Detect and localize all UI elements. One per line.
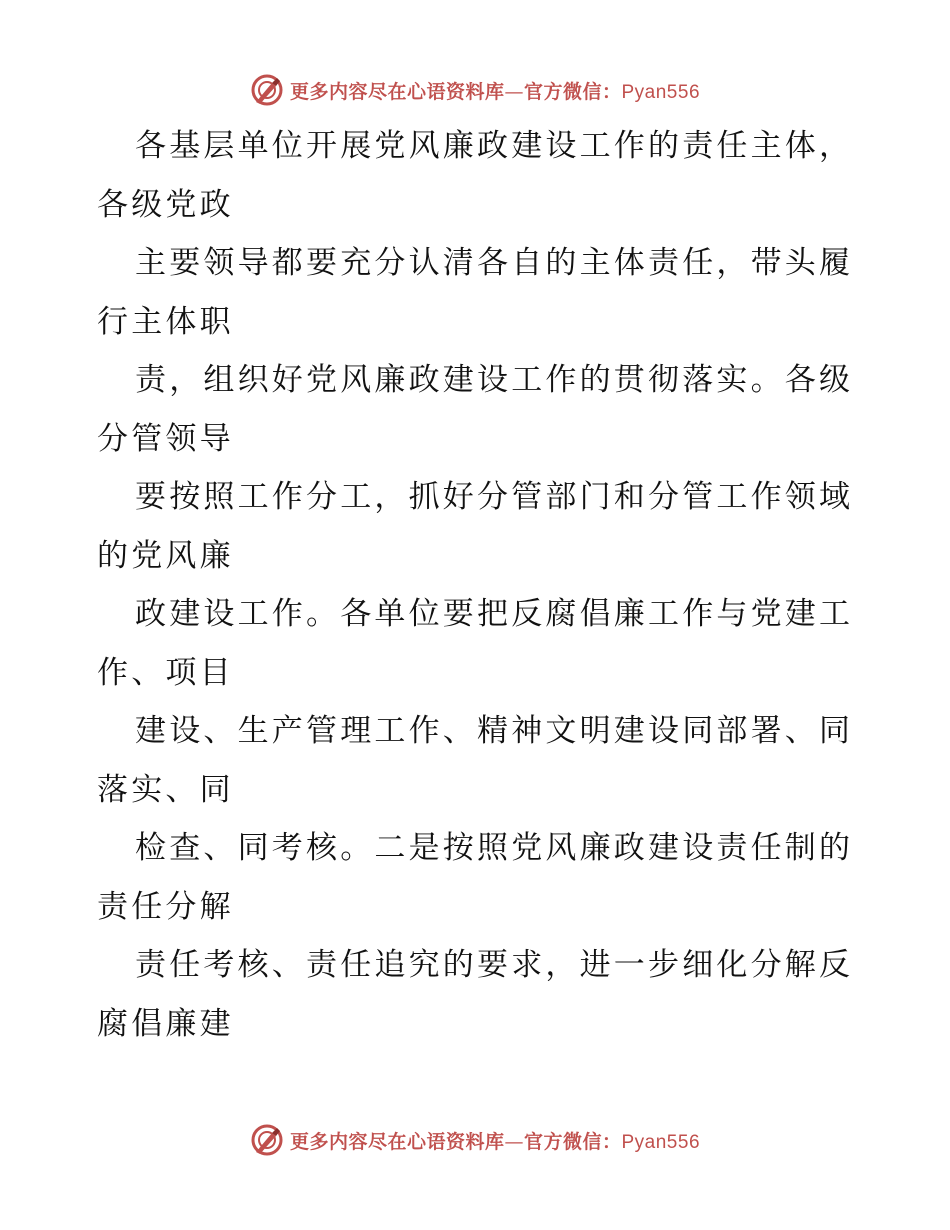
watermark-dash: — bbox=[504, 80, 524, 103]
body-line: 责任分解 bbox=[97, 888, 234, 925]
header-watermark bbox=[0, 70, 950, 110]
body-line: 责，组织好党风廉政建设工作的贯彻落实。各级 bbox=[135, 362, 854, 398]
body-line: 主要领导都要充分认清各自的主体责任，带头履 bbox=[135, 245, 854, 281]
pen-logo-icon bbox=[250, 73, 284, 107]
body-line: 各基层单位开展党风廉政建设工作的责任主体， bbox=[135, 128, 854, 164]
body-line: 行主体职 bbox=[97, 303, 234, 340]
body-line: 政建设工作。各单位要把反腐倡廉工作与党建工 bbox=[135, 596, 854, 632]
watermark-text bbox=[290, 1127, 700, 1154]
body-line: 的党风廉 bbox=[97, 537, 234, 574]
watermark-dash: — bbox=[504, 1130, 524, 1153]
watermark-handle: Pyan556 bbox=[621, 81, 701, 103]
watermark-main: 更多内容尽在心语资料库 bbox=[289, 80, 505, 103]
watermark-label: 官方微信： bbox=[523, 80, 622, 103]
body-line: 各级党政 bbox=[97, 186, 234, 223]
body-line: 检查、同考核。二是按照党风廉政建设责任制的 bbox=[135, 830, 854, 866]
watermark-handle: Pyan556 bbox=[621, 1131, 701, 1153]
body-line: 腐倡廉建 bbox=[97, 1005, 234, 1042]
body-line: 分管领导 bbox=[97, 420, 234, 457]
watermark-label: 官方微信： bbox=[523, 1130, 622, 1153]
body-line: 责任考核、责任追究的要求，进一步细化分解反 bbox=[135, 947, 854, 983]
pen-logo-icon bbox=[250, 1123, 284, 1157]
watermark-main: 更多内容尽在心语资料库 bbox=[289, 1130, 505, 1153]
body-line: 建设、生产管理工作、精神文明建设同部署、同 bbox=[135, 713, 854, 749]
body-line: 落实、同 bbox=[97, 771, 234, 808]
document-body bbox=[97, 117, 857, 1053]
body-line: 要按照工作分工，抓好分管部门和分管工作领域 bbox=[135, 479, 854, 515]
watermark-text bbox=[290, 77, 700, 104]
body-line: 作、项目 bbox=[97, 654, 234, 691]
footer-watermark bbox=[0, 1120, 950, 1160]
